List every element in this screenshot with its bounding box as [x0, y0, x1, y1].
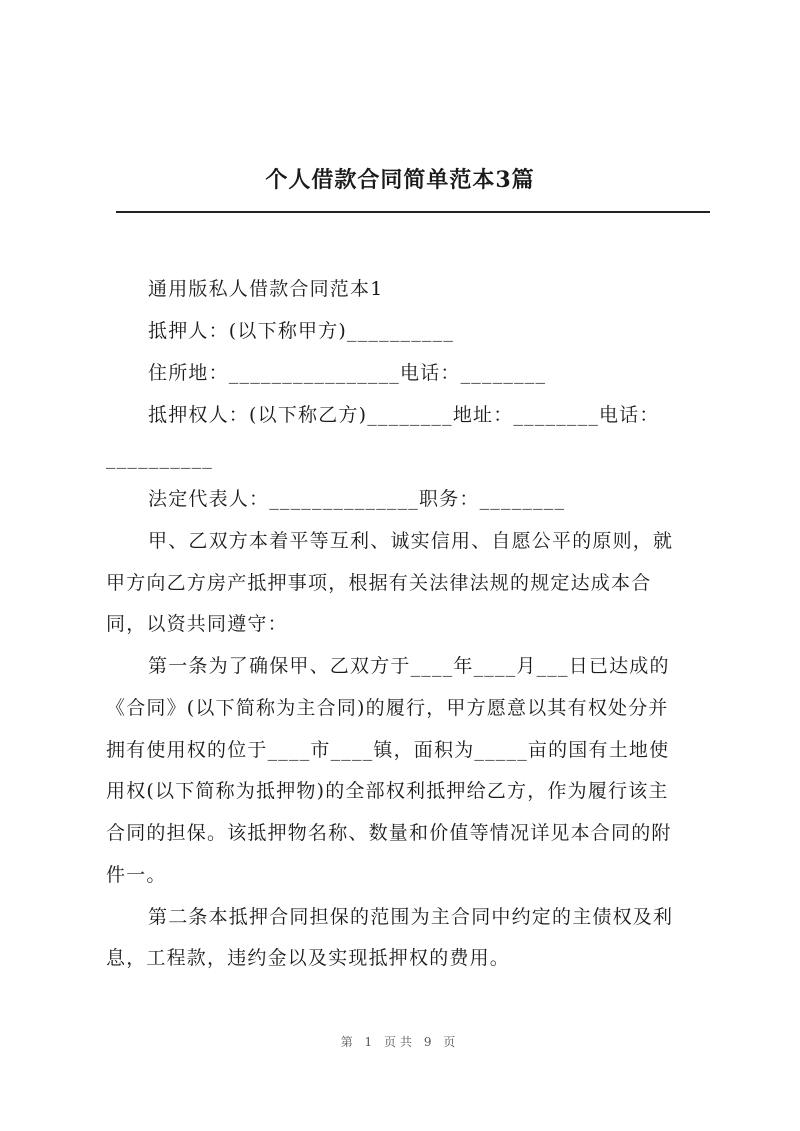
- article-1-line-5: 合同的担保。该抵押物名称、数量和价值等情况详见本合同的附: [106, 822, 672, 844]
- paragraph-intro-2: 甲方向乙方房产抵押事项，根据有关法律法规的规定达成本合: [106, 572, 652, 594]
- article-1-line-4: 用权(以下简称为抵押物)的全部权利抵押给乙方，作为履行该主: [106, 780, 669, 802]
- line-mortgagee: 抵押权人：(以下称乙方)________地址：________电话：: [148, 404, 660, 426]
- article-2-line-2: 息，工程款，违约金以及实现抵押权的费用。: [106, 947, 511, 969]
- article-1-line-6: 件一。: [106, 864, 167, 886]
- line-mortgagee-phone: __________: [106, 447, 213, 469]
- document-title: 个人借款合同简单范本3篇: [265, 167, 535, 193]
- article-1-line-1: 第一条为了确保甲、乙双方于____年____月___日已达成的: [148, 655, 670, 677]
- paragraph-intro-1: 甲、乙双方本着平等互利、诚实信用、自愿公平的原则，就: [148, 530, 674, 552]
- title-rule: [116, 211, 710, 213]
- line-address: 住所地：________________电话：________: [148, 362, 547, 384]
- article-2-line-1: 第二条本抵押合同担保的范围为主合同中约定的主债权及利: [148, 906, 674, 928]
- article-1-line-2: 《合同》(以下简称为主合同)的履行，甲方愿意以其有权处分并: [106, 697, 669, 719]
- article-1-line-3: 拥有使用权的位于____市____镇，面积为_____亩的国有土地使: [106, 739, 670, 761]
- line-mortgagor: 抵押人：(以下称甲方)__________: [148, 320, 455, 342]
- page-footer: 第 1 页共 9 页: [340, 1035, 460, 1049]
- paragraph-intro-3: 同，以资共同遵守：: [106, 613, 288, 635]
- line-legal-rep: 法定代表人：______________职务：________: [148, 488, 566, 510]
- line-heading: 通用版私人借款合同范本1: [148, 278, 384, 300]
